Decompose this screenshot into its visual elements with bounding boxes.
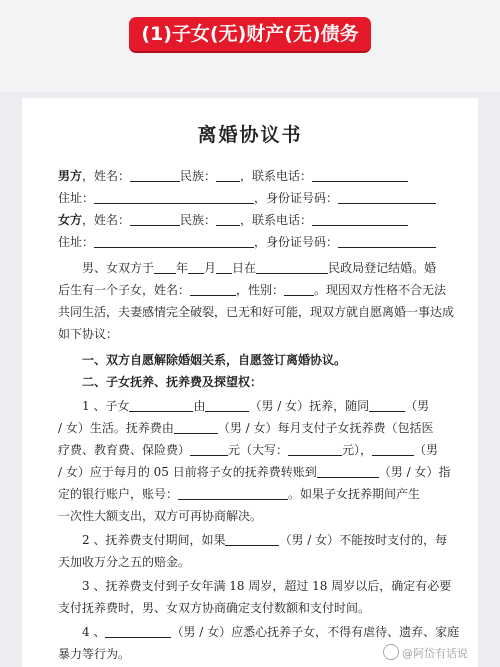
blank-field: [317, 465, 379, 478]
label-ethnicity: 民族：: [180, 169, 217, 183]
paragraph-line: [58, 442, 438, 458]
document-title: 离婚协议书: [197, 124, 303, 146]
title-banner: (1)子女(无)财产(无)债务: [129, 17, 371, 51]
text-span: 共同生活，夫妻感情完全破裂，已无和好可能，现双方就自愿离婚一事达成: [58, 305, 455, 319]
clause-heading-1: [82, 352, 346, 368]
paragraph-line: [58, 304, 454, 320]
blank-field: [312, 213, 408, 226]
label-id: ，身份证号码：: [254, 191, 339, 205]
text-span: 二、子女抚养、抚养费及探望权：: [82, 375, 263, 389]
blank-field: [178, 487, 288, 500]
text-span: 疗费、教育费、保险费）: [58, 443, 191, 457]
text-span: 男、女双方于: [82, 261, 155, 275]
text-span: （男: [405, 399, 430, 413]
paragraph-line: [82, 398, 429, 414]
paragraph-line: [58, 486, 420, 502]
blank-field: [256, 261, 328, 274]
text-span: 定的银行账户，账号：: [58, 487, 179, 501]
blank-field: [284, 283, 314, 296]
blank-field: [174, 421, 218, 434]
text-span: （男 / 女）每月支付子女抚养费（包括医: [217, 421, 434, 435]
text-span: 。如果子女抚养期间产生: [288, 487, 421, 501]
blank-field: [205, 399, 249, 412]
blank-field: [154, 261, 176, 274]
text-span: （男 / 女）不能按时支付的，每: [279, 533, 448, 547]
blank-field: [190, 283, 236, 296]
label-phone: ，联系电话：: [240, 213, 313, 227]
text-span: （男 / 女）抚养，随同: [249, 399, 370, 413]
blank-field: [105, 625, 171, 638]
blank-field: [190, 443, 228, 456]
paragraph-line: [82, 578, 451, 594]
text-span: 元），: [342, 443, 373, 457]
paragraph-line: [58, 600, 370, 616]
blank-field: [372, 443, 414, 456]
label-address: 住址：: [58, 235, 95, 249]
text-span: 支付抚养费时，男、女双方协商确定支付数额和支付时间。: [58, 601, 371, 615]
text-span: 如下协议：: [58, 327, 119, 341]
label-name: ，姓名：: [82, 169, 131, 183]
paragraph-line: [58, 508, 262, 524]
blank-field: [216, 213, 240, 226]
text-span: 暴力等行为。: [58, 647, 131, 661]
text-span: 一次性大额支出，双方可再协商解决。: [58, 509, 263, 523]
text-span: / 女）应于每月的 05 日前将子女的抚养费转账到: [58, 465, 317, 479]
blank-field: [216, 169, 240, 182]
text-span: 由: [193, 399, 206, 413]
paragraph-line: [82, 532, 447, 548]
text-span: 元（大写：: [228, 443, 289, 457]
blank-field: [94, 191, 254, 204]
paragraph-line: [82, 624, 459, 640]
line-male-name: [58, 168, 408, 184]
text-span: 民政局登记结婚。婚: [328, 261, 437, 275]
blank-field: [288, 443, 342, 456]
watermark: [383, 644, 468, 661]
banner-area: [0, 0, 500, 92]
party-female-label: 女方: [58, 213, 83, 227]
text-span: / 女）生活。抚养费由: [58, 421, 174, 435]
label-phone: ，联系电话：: [240, 169, 313, 183]
watermark-text: @阿岱有话说: [402, 647, 468, 660]
text-span: 2 、抚养费支付期间，如果: [82, 533, 226, 547]
text-span: 年: [176, 261, 189, 275]
text-span: （男 / 女）应悉心抚养子女，不得有虐待、遗弃、家庭: [171, 625, 460, 639]
blank-field: [225, 533, 279, 546]
blank-field: [216, 261, 232, 274]
label-id: ，身份证号码：: [254, 235, 339, 249]
text-span: （男 / 女）指: [378, 465, 451, 479]
text-span: （男: [414, 443, 439, 457]
label-name: ，姓名：: [82, 213, 131, 227]
blank-field: [338, 235, 436, 248]
paragraph-line: [58, 646, 130, 662]
paragraph-line: [58, 282, 446, 298]
blank-field: [130, 213, 180, 226]
text-span: 月: [204, 261, 217, 275]
paragraph-line: [82, 260, 436, 276]
text-span: 一、双方自愿解除婚姻关系，自愿签订离婚协议。: [82, 353, 347, 367]
paragraph-line: [58, 326, 118, 342]
paragraph-line: [58, 554, 190, 570]
blank-field: [338, 191, 436, 204]
blank-field: [94, 235, 254, 248]
line-female-name: [58, 212, 408, 228]
text-span: ，性别：: [236, 283, 285, 297]
paragraph-line: [58, 420, 434, 436]
blank-field: [369, 399, 405, 412]
document-page: [22, 98, 478, 667]
blank-field: [188, 261, 204, 274]
line-female-address: [58, 234, 436, 250]
text-span: 。现因双方性格不合无法: [314, 283, 447, 297]
text-span: 1 、子女: [82, 399, 130, 413]
paragraph-line: [58, 464, 450, 480]
text-span: 3 、抚养费支付到子女年满 18 周岁，超过 18 周岁以后，确定有必要: [82, 579, 452, 593]
label-address: 住址：: [58, 191, 95, 205]
clause-heading-2: [82, 374, 262, 390]
line-male-address: [58, 190, 436, 206]
blank-field: [312, 169, 408, 182]
watermark-logo-icon: [383, 644, 399, 660]
text-span: 后生有一个子女，姓名：: [58, 283, 191, 297]
text-span: 4 、: [82, 625, 106, 639]
blank-field: [130, 169, 180, 182]
text-span: 日在: [232, 261, 257, 275]
text-span: 天加收万分之五的赔金。: [58, 555, 191, 569]
party-male-label: 男方: [58, 169, 83, 183]
blank-field: [129, 399, 193, 412]
label-ethnicity: 民族：: [180, 213, 217, 227]
